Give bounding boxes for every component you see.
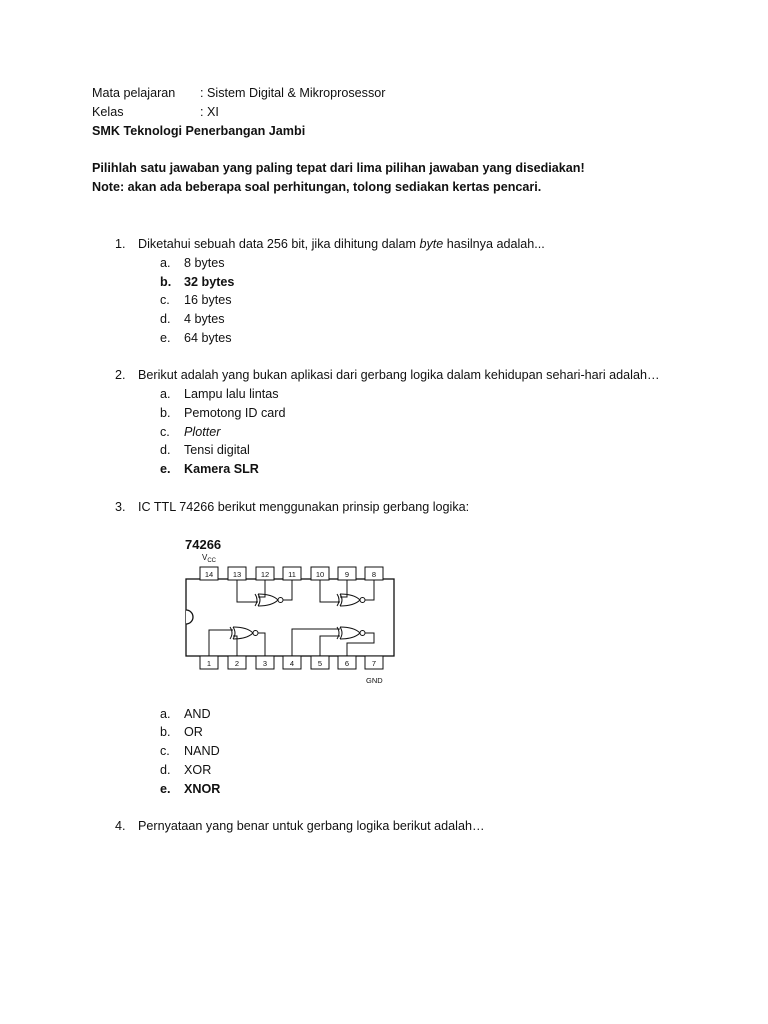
- instruction-line-2: Note: akan ada beberapa soal perhitungan, tolong sediakan kertas pencari.: [92, 180, 542, 194]
- pin-5: 5: [317, 659, 323, 668]
- question-text: Pernyataan yang benar untuk gerbang logika berikut adalah…: [138, 819, 485, 833]
- subject-label: Mata pelajaran: [92, 86, 176, 100]
- question-text-italic: byte: [419, 237, 444, 251]
- option-text: Pemotong ID card: [184, 406, 286, 420]
- question-number: 1.: [115, 237, 126, 251]
- option-text: 4 bytes: [184, 312, 225, 326]
- question-text-before: Diketahui sebuah data 256 bit, jika dihitung dalam: [138, 237, 420, 251]
- option-letter: b.: [160, 275, 172, 289]
- option-letter: e.: [160, 462, 171, 476]
- pin-11: 11: [288, 570, 296, 579]
- question-text-after: hasilnya adalah...: [443, 237, 545, 251]
- pin-14: 14: [204, 570, 214, 579]
- pin-4: 4: [289, 659, 295, 668]
- question-text: Berikut adalah yang bukan aplikasi dari gerbang logika dalam kehidupan sehari-hari adalah…: [138, 368, 660, 382]
- pin-3: 3: [262, 659, 268, 668]
- option-text: XNOR: [184, 782, 221, 796]
- pin-7: 7: [371, 659, 377, 668]
- option-letter: e.: [160, 331, 171, 345]
- option-letter: e.: [160, 782, 171, 796]
- pin-2: 2: [234, 659, 240, 668]
- option-letter: b.: [160, 406, 171, 420]
- vcc-label: $V_{CC}$: [202, 553, 217, 564]
- option-letter: c.: [160, 425, 170, 439]
- top-pins: [200, 567, 383, 580]
- question-number: 2.: [115, 368, 126, 382]
- option-text: NAND: [184, 744, 220, 758]
- option-text: Kamera SLR: [184, 462, 259, 476]
- instruction-line-1: Pilihlah satu jawaban yang paling tepat dari lima pilihan jawaban yang disediakan!: [92, 161, 585, 175]
- option-letter: d.: [160, 312, 171, 326]
- question-text: IC TTL 74266 berikut menggunakan prinsip gerbang logika:: [138, 500, 470, 514]
- subject-value: : Sistem Digital & Mikroprosessor: [200, 86, 386, 100]
- school-name: SMK Teknologi Penerbangan Jambi: [92, 124, 306, 138]
- pin-1: 1: [206, 659, 212, 668]
- option-letter: a.: [160, 387, 171, 401]
- class-value: : XI: [200, 105, 219, 119]
- bottom-pins: [200, 656, 383, 669]
- question-text: [138, 236, 545, 252]
- option-text: Plotter: [184, 425, 221, 439]
- pin-10: 10: [315, 570, 325, 579]
- ic-74266-diagram: [178, 536, 398, 688]
- pin-9: 9: [344, 570, 350, 579]
- chip-body: [186, 579, 394, 656]
- option-text: 64 bytes: [184, 331, 232, 345]
- option-letter: c.: [160, 293, 170, 307]
- option-letter: c.: [160, 744, 170, 758]
- question-number: 4.: [115, 819, 126, 833]
- option-letter: d.: [160, 763, 171, 777]
- class-label: Kelas: [92, 105, 124, 119]
- option-text: Lampu lalu lintas: [184, 387, 279, 401]
- option-letter: a.: [160, 256, 171, 270]
- option-text: XOR: [184, 763, 212, 777]
- pin-6: 6: [344, 659, 350, 668]
- option-text: OR: [184, 725, 203, 739]
- option-letter: a.: [160, 707, 171, 721]
- option-text: 8 bytes: [184, 256, 225, 270]
- option-text: Tensi digital: [184, 443, 250, 457]
- option-text: 16 bytes: [184, 293, 232, 307]
- pin-13: 13: [232, 570, 242, 579]
- gnd-label: GND: [366, 676, 383, 685]
- option-letter: b.: [160, 725, 171, 739]
- pin-12: 12: [260, 570, 270, 579]
- option-letter: d.: [160, 443, 171, 457]
- pin-8: 8: [371, 570, 377, 579]
- option-text: 32 bytes: [184, 275, 235, 289]
- option-text: AND: [184, 707, 211, 721]
- chip-label: 74266: [185, 537, 222, 552]
- question-number: 3.: [115, 500, 126, 514]
